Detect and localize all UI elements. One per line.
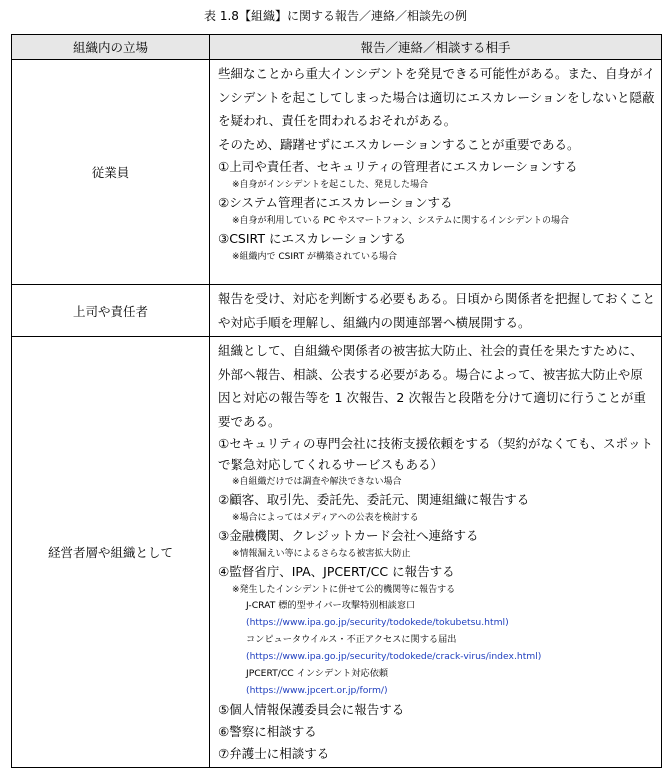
employee-item-3: ③CSIRT にエスカレーションする <box>218 231 406 246</box>
executive-note-3: ※情報漏えい等によるさらなる被害拡大防止 <box>232 549 411 559</box>
header-contact: 報告／連絡／相談する相手 <box>210 35 662 60</box>
desc-employee <box>210 60 662 285</box>
employee-paragraph-1: 些細なことから重大インシデントを発見できる可能性がある。また、自身がインシデントを起こしてしまった場合は適切にエスカレーションをしないと隠蔽を疑われ、責任を問われるおそれがある。 <box>218 66 655 128</box>
table-row-executive <box>12 337 662 768</box>
employee-note-3: ※組織内で CSIRT が構築されている場合 <box>232 252 398 262</box>
contact-name: JPCERT/CC インシデント対応依頼 <box>246 668 389 679</box>
executive-paragraph-1: 組織として、自組織や関係者の被害拡大防止、社会的責任を果たすために、外部へ報告、相談、公表する必要がある。場合によって、被害拡大防止や原因と対応の報告等を 1 次報告、2 次報告と段階を分けて適切に行うことが重要である。 <box>218 343 646 429</box>
employee-note-2: ※自身が利用している PC やスマートフォン、システムに関するインシデントの場合 <box>232 216 570 226</box>
contact-name: J-CRAT 標的型サイバー攻撃特別相談窓口 <box>246 600 416 611</box>
manager-paragraph-1: 報告を受け、対応を判断する必要もある。日頃から関係者を把握しておくことや対応手順を理解し、組織内の関連部署へ横展開する。 <box>218 291 656 330</box>
executive-note-4: ※発生したインシデントに併せて公的機関等に報告する <box>232 585 456 595</box>
executive-item-3: ③金融機関、クレジットカード会社へ連絡する <box>218 528 479 543</box>
table-row-employee <box>12 60 662 285</box>
contact-link[interactable]: (https://www.ipa.go.jp/security/todokede/crack-virus/index.html) <box>246 651 542 662</box>
executive-item-4: ④監督省庁、IPA、JPCERT/CC に報告する <box>218 564 455 579</box>
contact-link[interactable]: (https://www.ipa.go.jp/security/todokede/tokubetsu.html) <box>246 617 509 628</box>
employee-note-1: ※自身がインシデントを起こした、発見した場合 <box>232 180 429 190</box>
executive-item-2: ②顧客、取引先、委託先、委託元、関連組織に報告する <box>218 492 530 507</box>
employee-paragraph-2: そのため、躊躇せずにエスカレーションすることが重要である。 <box>218 136 580 152</box>
employee-item-1: ①上司や責任者、セキュリティの管理者にエスカレーションする <box>218 159 578 174</box>
role-executive: 経営者層や組織として <box>12 337 210 768</box>
table-header-row <box>12 35 662 60</box>
executive-note-2: ※場合によってはメディアへの公表を検討する <box>232 513 419 523</box>
executive-item-1: ①セキュリティの専門会社に技術支援依頼をする（契約がなくても、スポットで緊急対応してくれるサービスもある） <box>218 436 653 472</box>
header-role: 組織内の立場 <box>12 35 210 60</box>
employee-item-2: ②システム管理者にエスカレーションする <box>218 195 453 210</box>
role-employee: 従業員 <box>12 60 210 285</box>
table-row-manager <box>12 285 662 337</box>
executive-item-6: ⑥警察に相談する <box>218 724 317 739</box>
contact-name: コンピュータウイルス・不正アクセスに関する届出 <box>246 634 457 645</box>
contact-link[interactable]: (https://www.jpcert.or.jp/form/) <box>246 685 388 696</box>
contacts-table <box>11 34 662 768</box>
executive-item-5: ⑤個人情報保護委員会に報告する <box>218 702 405 717</box>
desc-manager <box>210 285 662 337</box>
executive-item-7: ⑦弁護士に相談する <box>218 746 330 761</box>
table-caption: 表 1.8【組織】に関する報告／連絡／相談先の例 <box>204 9 467 23</box>
role-manager: 上司や責任者 <box>12 285 210 337</box>
desc-executive <box>210 337 662 768</box>
executive-note-1: ※自組織だけでは調査や解決できない場合 <box>232 477 402 487</box>
